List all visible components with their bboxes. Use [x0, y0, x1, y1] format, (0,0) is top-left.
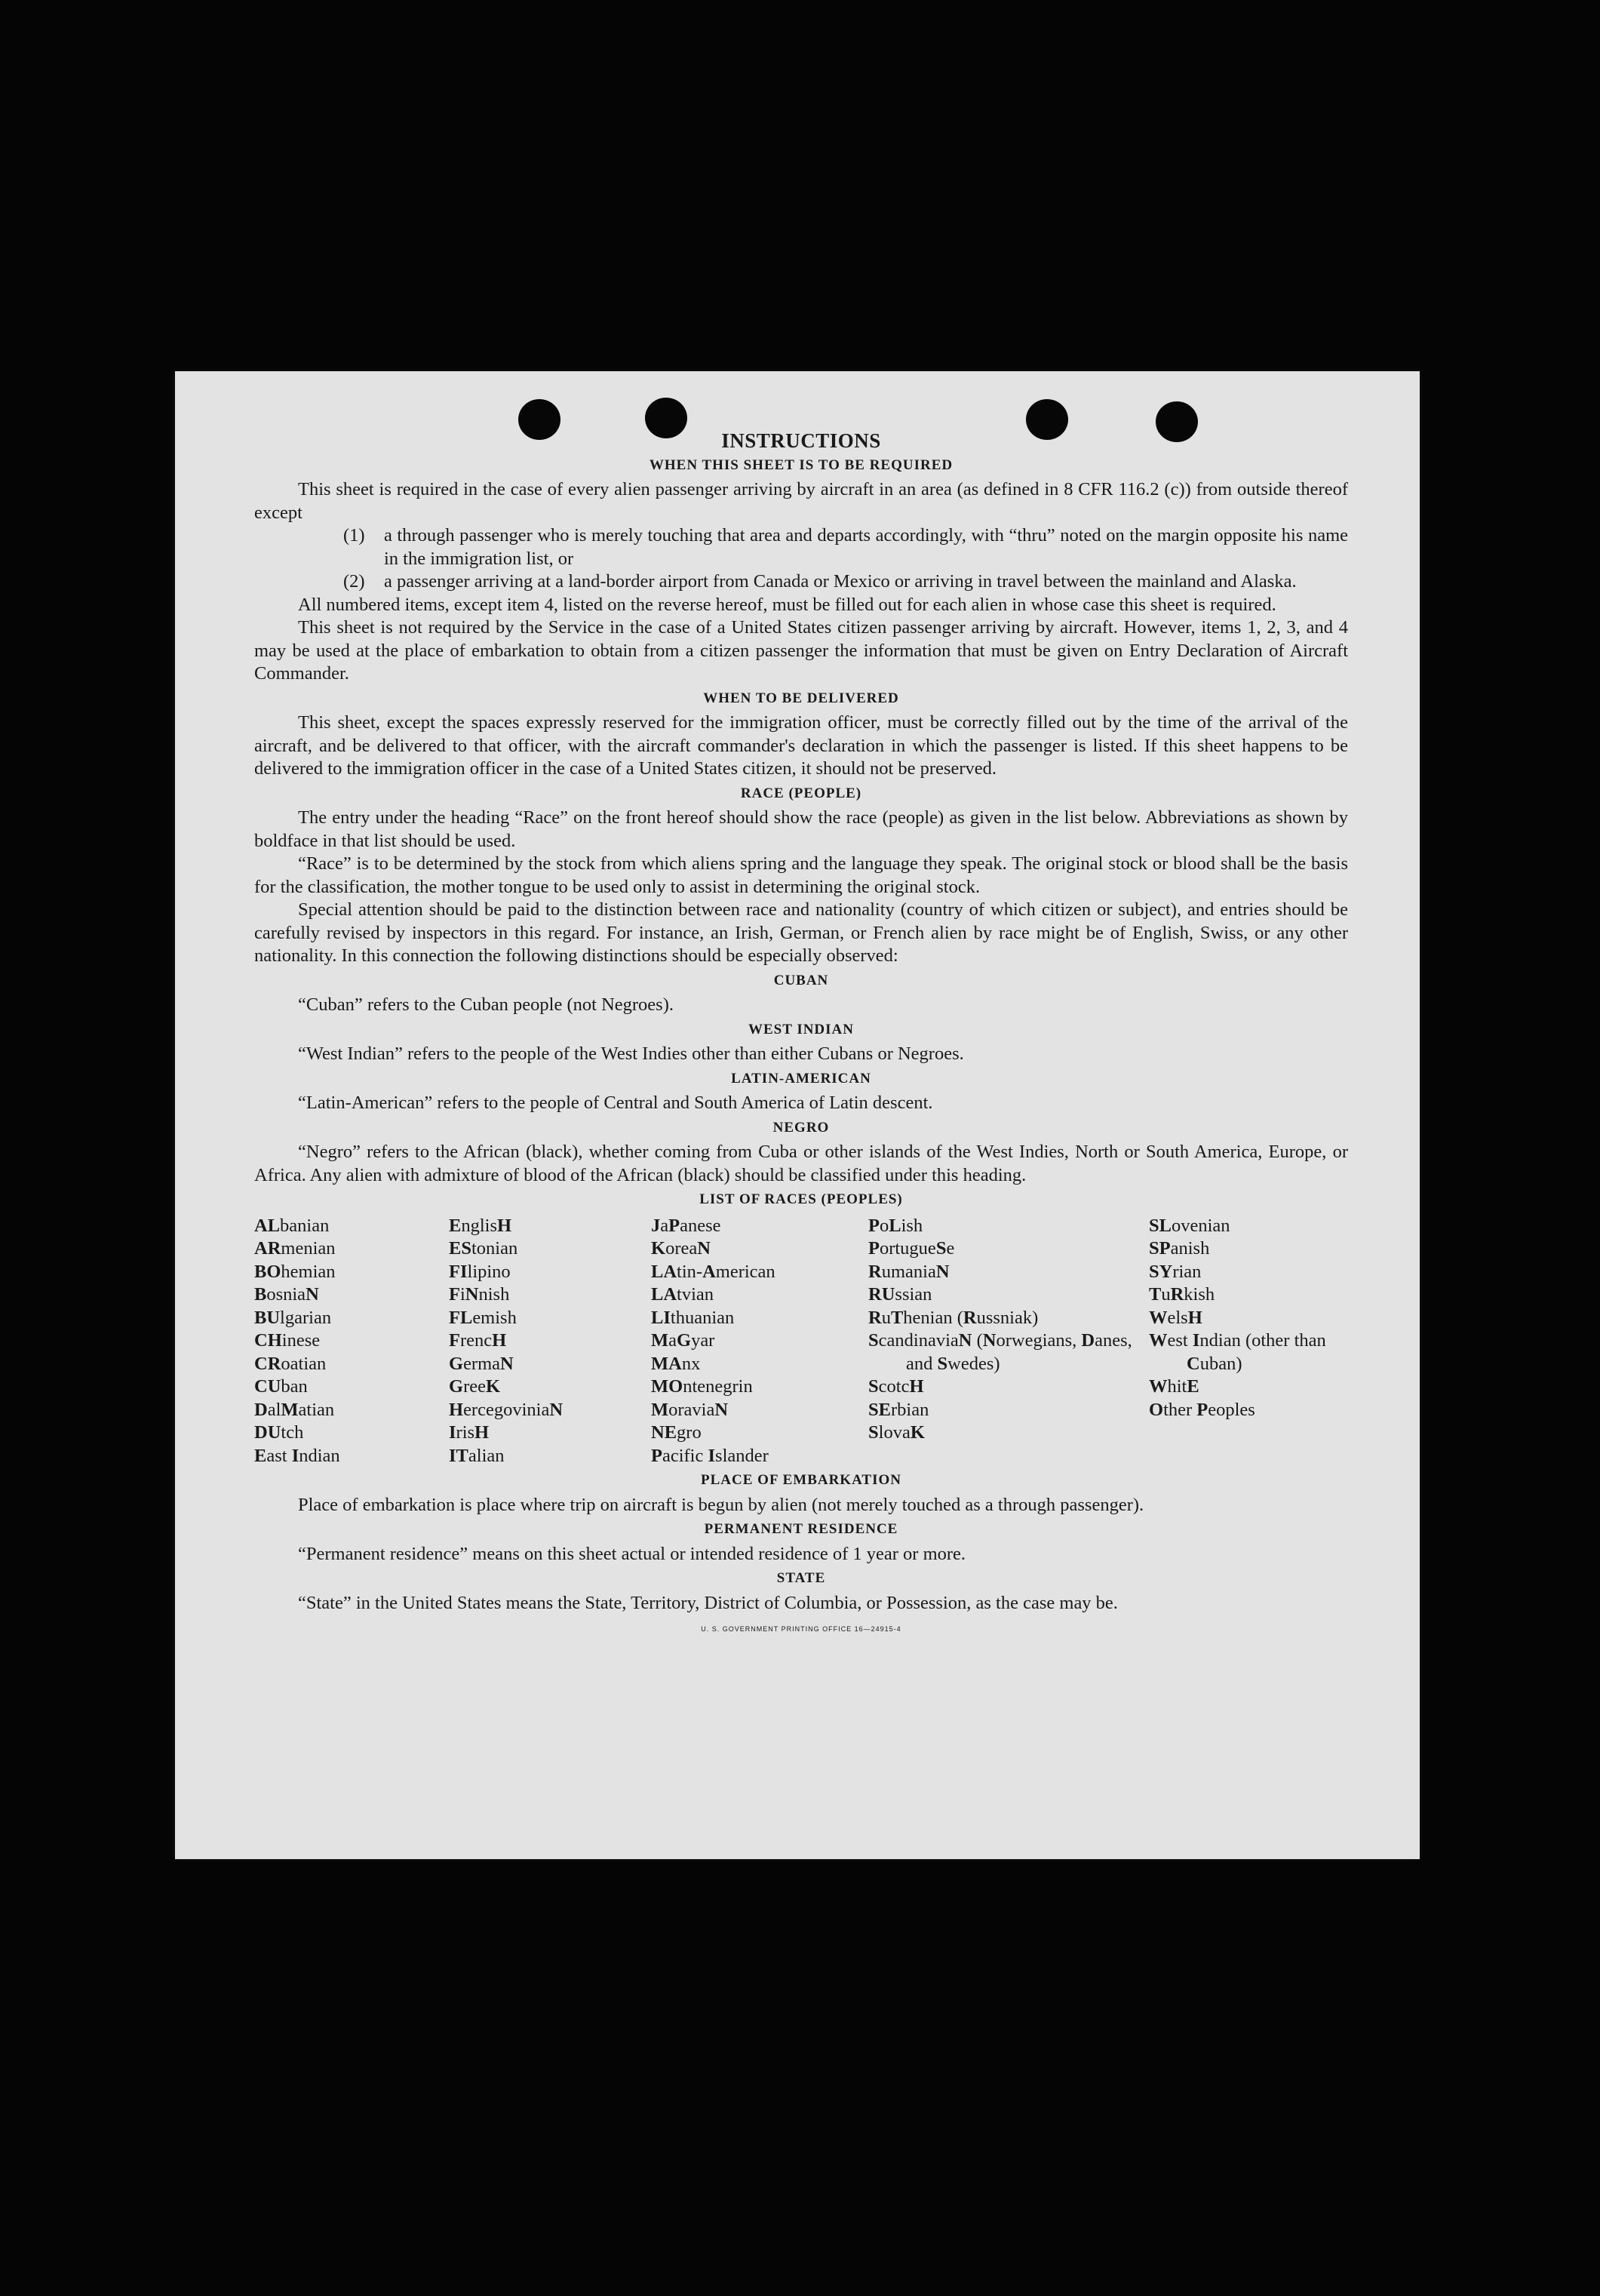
race-entry: BUlgarian [254, 1307, 332, 1328]
printer-imprint: U. S. GOVERNMENT PRINTING OFFICE 16—24915-4 [701, 1625, 901, 1633]
item-text: a passenger arriving at a land-border airport from Canada or Mexico or arriving in travel between the mainland and Alaska. [384, 571, 1297, 592]
race-entry: Pacific Islander [651, 1445, 769, 1466]
section-heading: STATE [776, 1570, 826, 1586]
list-item [254, 570, 1348, 594]
race-entry: TuRkish [1149, 1284, 1215, 1305]
race-entry: RumaniaN [868, 1261, 950, 1282]
race-entry: SPanish [1149, 1238, 1210, 1259]
race-entry: CRoatian [254, 1353, 327, 1374]
race-entry: PortugueSe [868, 1238, 955, 1259]
race-entry: NEgro [651, 1422, 702, 1443]
list-item [254, 524, 1348, 570]
race-entry: WelsH [1149, 1307, 1202, 1328]
race-entry: KoreaN [651, 1238, 711, 1259]
paragraph: “Race” is to be determined by the stock from which aliens spring and the language they speak. The original stock or blood shall be the basis for the classification, the mother tongue to be used only to assist in determining the original stock. [254, 853, 1348, 897]
race-entry: LIthuanian [651, 1307, 735, 1328]
race-entry: PoLish [868, 1215, 923, 1236]
race-entry: DalMatian [254, 1399, 335, 1420]
paragraph: All numbered items, except item 4, listed on the reverse hereof, must be filled out for each alien in whose case this sheet is required. [298, 594, 1276, 615]
section-heading: NEGRO [772, 1119, 830, 1136]
paragraph: Special attention should be paid to the distinction between race and nationality (country of which citizen or subject), and entries should be carefully revised by inspectors in this regard. For instance, an Irish, German, or French alien by race might be of English, Swiss, or any other nationality. In this connection the following distinctions should be especially observed: [254, 899, 1348, 966]
section-heading: PLACE OF EMBARKATION [701, 1472, 901, 1488]
race-entry: MAnx [651, 1353, 701, 1374]
race-entry: FIlipino [449, 1261, 511, 1282]
paragraph: The entry under the heading “Race” on the front hereof should show the race (people) as given in the list below. Abbreviations as shown by boldface in that list should be used. [254, 807, 1348, 851]
races-column [651, 1215, 868, 1468]
race-entry: RuThenian (Russniak) [868, 1307, 1039, 1328]
race-entry: MaGyar [651, 1330, 715, 1351]
section-heading: WHEN TO BE DELIVERED [703, 690, 899, 706]
race-entry: LAtin-American [651, 1261, 775, 1282]
race-entry: LAtvian [651, 1284, 714, 1305]
races-column [254, 1215, 449, 1468]
race-entry: GermaN [449, 1353, 514, 1374]
race-entry: FLemish [449, 1307, 517, 1328]
paragraph: “Negro” refers to the African (black), whether coming from Cuba or other islands of the West Indies, North or South America, Europe, or Africa. Any alien with admixture of blood of the African (black) should be classified under this heading. [254, 1142, 1348, 1185]
races-list [254, 1215, 1348, 1468]
paragraph: Place of embarkation is place where trip on aircraft is begun by alien (not merely touched as a through passenger). [298, 1494, 1144, 1515]
race-entry: WhitE [1149, 1376, 1199, 1397]
race-entry: IrisH [449, 1422, 490, 1443]
race-entry: CHinese [254, 1330, 321, 1351]
paragraph: “Permanent residence” means on this sheet actual or intended residence of 1 year or more. [298, 1543, 966, 1564]
race-entry: CUban [254, 1376, 308, 1397]
paragraph: This sheet is not required by the Service in the case of a United States citizen passenger arriving by aircraft. However, items 1, 2, 3, and 4 may be used at the place of embarkation to obtain from a citizen passenger the information that must be given on Entry Declaration of Aircraft Commander. [254, 617, 1348, 684]
race-entry: BosniaN [254, 1284, 319, 1305]
race-entry: SYrian [1149, 1261, 1202, 1282]
paragraph: “State” in the United States means the State, Territory, District of Columbia, or Possession, as the case may be. [298, 1592, 1118, 1613]
race-entry: BOhemian [254, 1261, 336, 1282]
paragraph: “West Indian” refers to the people of the West Indies other than either Cubans or Negroes. [298, 1043, 964, 1064]
item-number: (1) [343, 525, 365, 546]
section-heading: WEST INDIAN [748, 1021, 854, 1037]
section-heading: WHEN THIS SHEET IS TO BE REQUIRED [649, 456, 954, 473]
section-heading: RACE (PEOPLE) [740, 785, 862, 801]
race-entry: EnglisH [449, 1215, 512, 1236]
race-entry: FrencH [449, 1330, 507, 1351]
instructions-content [254, 428, 1348, 1641]
paragraph: This sheet is required in the case of every alien passenger arriving by aircraft in an area (as defined in 8 CFR 116.2 (c)) from outside thereof except [254, 479, 1348, 523]
race-entry: East Indian [254, 1445, 340, 1466]
race-entry: SlovaK [868, 1422, 925, 1443]
paragraph: This sheet, except the spaces expressly reserved for the immigration officer, must be correctly filled out by the time of the arrival of the aircraft, and be delivered to that officer, with the aircraft commander's declaration in which the passenger is listed. If this sheet happens to be delivered to the immigration officer in the case of a United States citizen, it should not be preserved. [254, 712, 1348, 779]
document-sheet [175, 371, 1420, 1859]
section-heading: CUBAN [773, 972, 829, 988]
item-number: (2) [343, 571, 365, 592]
race-entry: ScotcH [868, 1376, 924, 1397]
race-entry: GreeK [449, 1376, 501, 1397]
section-heading: LIST OF RACES (PEOPLES) [699, 1191, 903, 1207]
race-entry: RUssian [868, 1284, 932, 1305]
paragraph: “Latin-American” refers to the people of Central and South America of Latin descent. [298, 1093, 933, 1113]
race-entry: Other Peoples [1149, 1399, 1255, 1420]
race-entry: FiNnish [449, 1284, 510, 1305]
race-entry: ALbanian [254, 1215, 330, 1236]
race-entry: MoraviaN [651, 1399, 729, 1420]
page-title: INSTRUCTIONS [721, 429, 881, 452]
race-entry: ITalian [449, 1445, 505, 1466]
section-heading: LATIN-AMERICAN [731, 1070, 871, 1087]
race-entry: SLovenian [1149, 1215, 1230, 1236]
race-entry: HercegoviniaN [449, 1399, 564, 1420]
race-entry: ARmenian [254, 1238, 336, 1259]
race-entry: MOntenegrin [651, 1376, 753, 1397]
race-entry: JaPanese [651, 1215, 721, 1236]
races-column [868, 1215, 1149, 1468]
section-heading: PERMANENT RESIDENCE [704, 1521, 898, 1537]
races-column [1149, 1215, 1348, 1468]
race-entry: West Indian (other than Cuban) [1149, 1330, 1326, 1374]
race-entry: EStonian [449, 1238, 518, 1259]
race-entry: ScandinaviaN (Norwegians, Danes, and Swedes) [868, 1330, 1132, 1374]
race-entry: SErbian [868, 1399, 929, 1420]
item-text: a through passenger who is merely touching that area and departs accordingly, with “thru” noted on the margin opposite his name in the immigration list, or [384, 525, 1348, 569]
races-column [449, 1215, 651, 1468]
race-entry: DUtch [254, 1422, 304, 1443]
paragraph: “Cuban” refers to the Cuban people (not Negroes). [298, 994, 674, 1015]
